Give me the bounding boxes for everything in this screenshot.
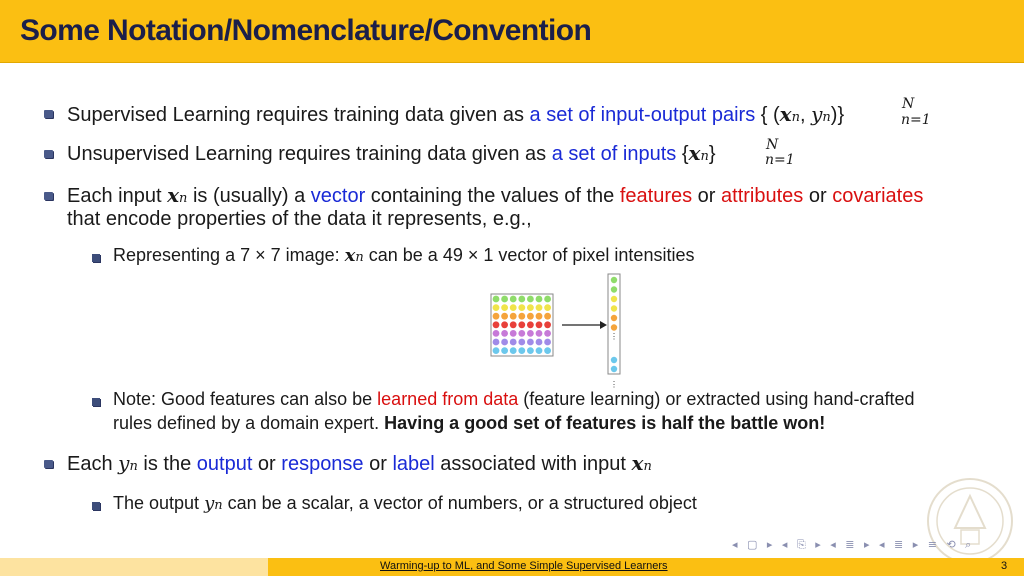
pixel-dot (527, 347, 534, 354)
math-upper-limit: N (766, 137, 779, 153)
pixel-dot (518, 296, 525, 303)
bullet-supervised (67, 102, 844, 127)
pixel-dot (493, 339, 500, 346)
vector-element-dot (611, 324, 617, 330)
math-brace: )} (830, 104, 845, 126)
pixel-dot (544, 321, 551, 328)
math-brace: } (708, 143, 716, 165)
vector-element-dot (611, 305, 617, 311)
bullet-text: Representing a 7 × 7 image: (113, 245, 345, 265)
pixel-dot (518, 313, 525, 320)
pixel-dot (518, 321, 525, 328)
highlight-features: features (619, 185, 693, 207)
vector-element-dot (611, 277, 617, 283)
bullet-marker (44, 192, 53, 200)
math-x: x (779, 102, 792, 126)
pixel-dot (501, 296, 508, 303)
math-x: x (344, 245, 356, 266)
bullet-text: or (363, 453, 393, 475)
pixel-dot (501, 347, 508, 354)
university-seal-logo (925, 476, 1015, 566)
math-lower-limit: n=1 (765, 152, 795, 168)
bullet-text: is the (137, 453, 197, 475)
pixel-dot (527, 313, 534, 320)
vector-element-dot (611, 315, 617, 321)
bullet-text: Supervised Learning requires training data given as (67, 104, 530, 126)
subbullet-marker (92, 398, 100, 406)
pixel-dot (493, 296, 500, 303)
bullet-marker (44, 110, 53, 118)
pixel-dot (501, 321, 508, 328)
bullet-text: or (692, 185, 722, 207)
bullet-text: Note: Good features can also be (113, 389, 378, 409)
pixel-dot (493, 321, 500, 328)
subbullet-output-type (113, 493, 697, 514)
vector-element-dot (611, 357, 617, 363)
math-comma: , (799, 104, 812, 126)
pixel-dot (510, 339, 517, 346)
pixel-dot (493, 330, 500, 337)
highlight-covariates: covariates (832, 185, 924, 207)
pixel-dot (544, 330, 551, 337)
pixel-dot (536, 296, 543, 303)
subbullet-marker (92, 254, 100, 262)
slide-title: Some Notation/Nomenclature/Convention (20, 14, 592, 47)
pixel-dot (536, 339, 543, 346)
vector-ellipsis: ⋮ (610, 332, 618, 341)
math-subscript: n (179, 191, 188, 206)
pixel-dot (527, 330, 534, 337)
pixel-dot (536, 330, 543, 337)
bullet-text: or (803, 185, 833, 207)
vector-element-dot (611, 366, 617, 372)
math-y: y (811, 102, 823, 126)
image-to-vector-figure (490, 274, 630, 389)
math-x: x (167, 183, 180, 207)
bullet-input-vector (67, 183, 923, 208)
subbullet-image-vector (113, 245, 694, 266)
math-brace: { (676, 143, 689, 165)
bullet-text: (feature learning) or extracted using hand-crafted (518, 389, 915, 409)
pixel-dot (501, 339, 508, 346)
pixel-dot (544, 339, 551, 346)
pixel-dot (518, 347, 525, 354)
highlight-output: output (196, 453, 253, 475)
math-brace: { ( (755, 104, 780, 126)
bullet-unsupervised (67, 141, 716, 166)
bullet-text: Each (67, 453, 119, 475)
pixel-dot (518, 304, 525, 311)
math-subscript: n (700, 149, 709, 164)
pixel-dot (493, 304, 500, 311)
math-subscript: n (643, 459, 652, 474)
pixel-dot (501, 313, 508, 320)
pixel-dot (510, 321, 517, 328)
bullet-text: is (usually) a (187, 185, 311, 207)
highlight-response: response (281, 453, 364, 475)
pixel-dot (544, 313, 551, 320)
bullet-marker (44, 460, 53, 468)
math-subscript: n (214, 498, 223, 513)
pixel-dot (510, 313, 517, 320)
pixel-dot (527, 304, 534, 311)
pixel-dot (510, 330, 517, 337)
math-lower-limit: n=1 (901, 112, 931, 128)
highlight-label: label (392, 453, 435, 475)
pixel-dot (493, 347, 500, 354)
pixel-dot (501, 304, 508, 311)
highlight-learned-from-data: learned from data (377, 389, 519, 409)
bullet-text: Unsupervised Learning requires training data given as (67, 143, 552, 165)
pixel-dot (536, 321, 543, 328)
pixel-dot (536, 304, 543, 311)
pixel-dot (493, 313, 500, 320)
pixel-dot (544, 296, 551, 303)
pixel-dot (527, 339, 534, 346)
subbullet-note-line2 (113, 413, 825, 434)
math-x: x (631, 451, 644, 475)
subbullet-marker (92, 502, 100, 510)
vector-ellipsis: ⋮ (610, 380, 618, 389)
math-subscript: n (822, 110, 831, 125)
bullet-text: or (252, 453, 282, 475)
pixel-dot (518, 330, 525, 337)
highlight-vector: vector (310, 185, 366, 207)
math-subscript: n (791, 110, 800, 125)
pixel-dot (536, 347, 543, 354)
bullet-input-vector-line2: that encode properties of the data it represents, e.g., (67, 208, 532, 230)
math-subscript: n (355, 250, 364, 265)
math-upper-limit: N (902, 96, 915, 112)
pixel-dot (536, 313, 543, 320)
bullet-output (67, 451, 652, 476)
footer-left-panel (0, 558, 268, 576)
pixel-dot (518, 339, 525, 346)
bullet-text: rules defined by a domain expert. (113, 413, 385, 433)
bullet-text: containing the values of the (365, 185, 620, 207)
pixel-dot (510, 304, 517, 311)
pixel-dot (510, 296, 517, 303)
pixel-dot (527, 321, 534, 328)
footer-bar (0, 558, 1024, 576)
arrow-head (600, 321, 607, 329)
highlight-set-of-inputs: a set of inputs (551, 143, 677, 165)
bullet-text: can be a scalar, a vector of numbers, or a structured object (222, 493, 697, 513)
pixel-dot (510, 347, 517, 354)
vector-element-dot (611, 296, 617, 302)
math-y: y (204, 493, 215, 514)
math-x: x (688, 141, 701, 165)
beamer-navigation[interactable]: ◂ ▢ ▸ ◂ ⎘ ▸ ◂ ≣ ▸ ◂ ≣ ▸ ≡ ⟲ ⌕ (732, 538, 975, 551)
pixel-dot (544, 347, 551, 354)
pixel-dot (527, 296, 534, 303)
title-bar (0, 0, 1024, 63)
math-y: y (118, 451, 130, 475)
page-number: 3 (1001, 560, 1008, 572)
emphasis-text: Having a good set of features is half the battle won! (384, 413, 826, 433)
bullet-text: The output (113, 493, 205, 513)
highlight-input-output-pairs: a set of input-output pairs (529, 104, 756, 126)
pixel-dot (544, 304, 551, 311)
subbullet-note (113, 389, 915, 410)
pixel-dot (501, 330, 508, 337)
footer-title[interactable]: Warming-up to ML, and Some Simple Supervised Learners (380, 560, 668, 572)
bullet-text: Each input (67, 185, 168, 207)
bullet-text: can be a 49 × 1 vector of pixel intensities (363, 245, 695, 265)
bullet-marker (44, 150, 53, 158)
vector-element-dot (611, 286, 617, 292)
highlight-attributes: attributes (721, 185, 804, 207)
bullet-text: associated with input (434, 453, 632, 475)
math-subscript: n (129, 459, 138, 474)
